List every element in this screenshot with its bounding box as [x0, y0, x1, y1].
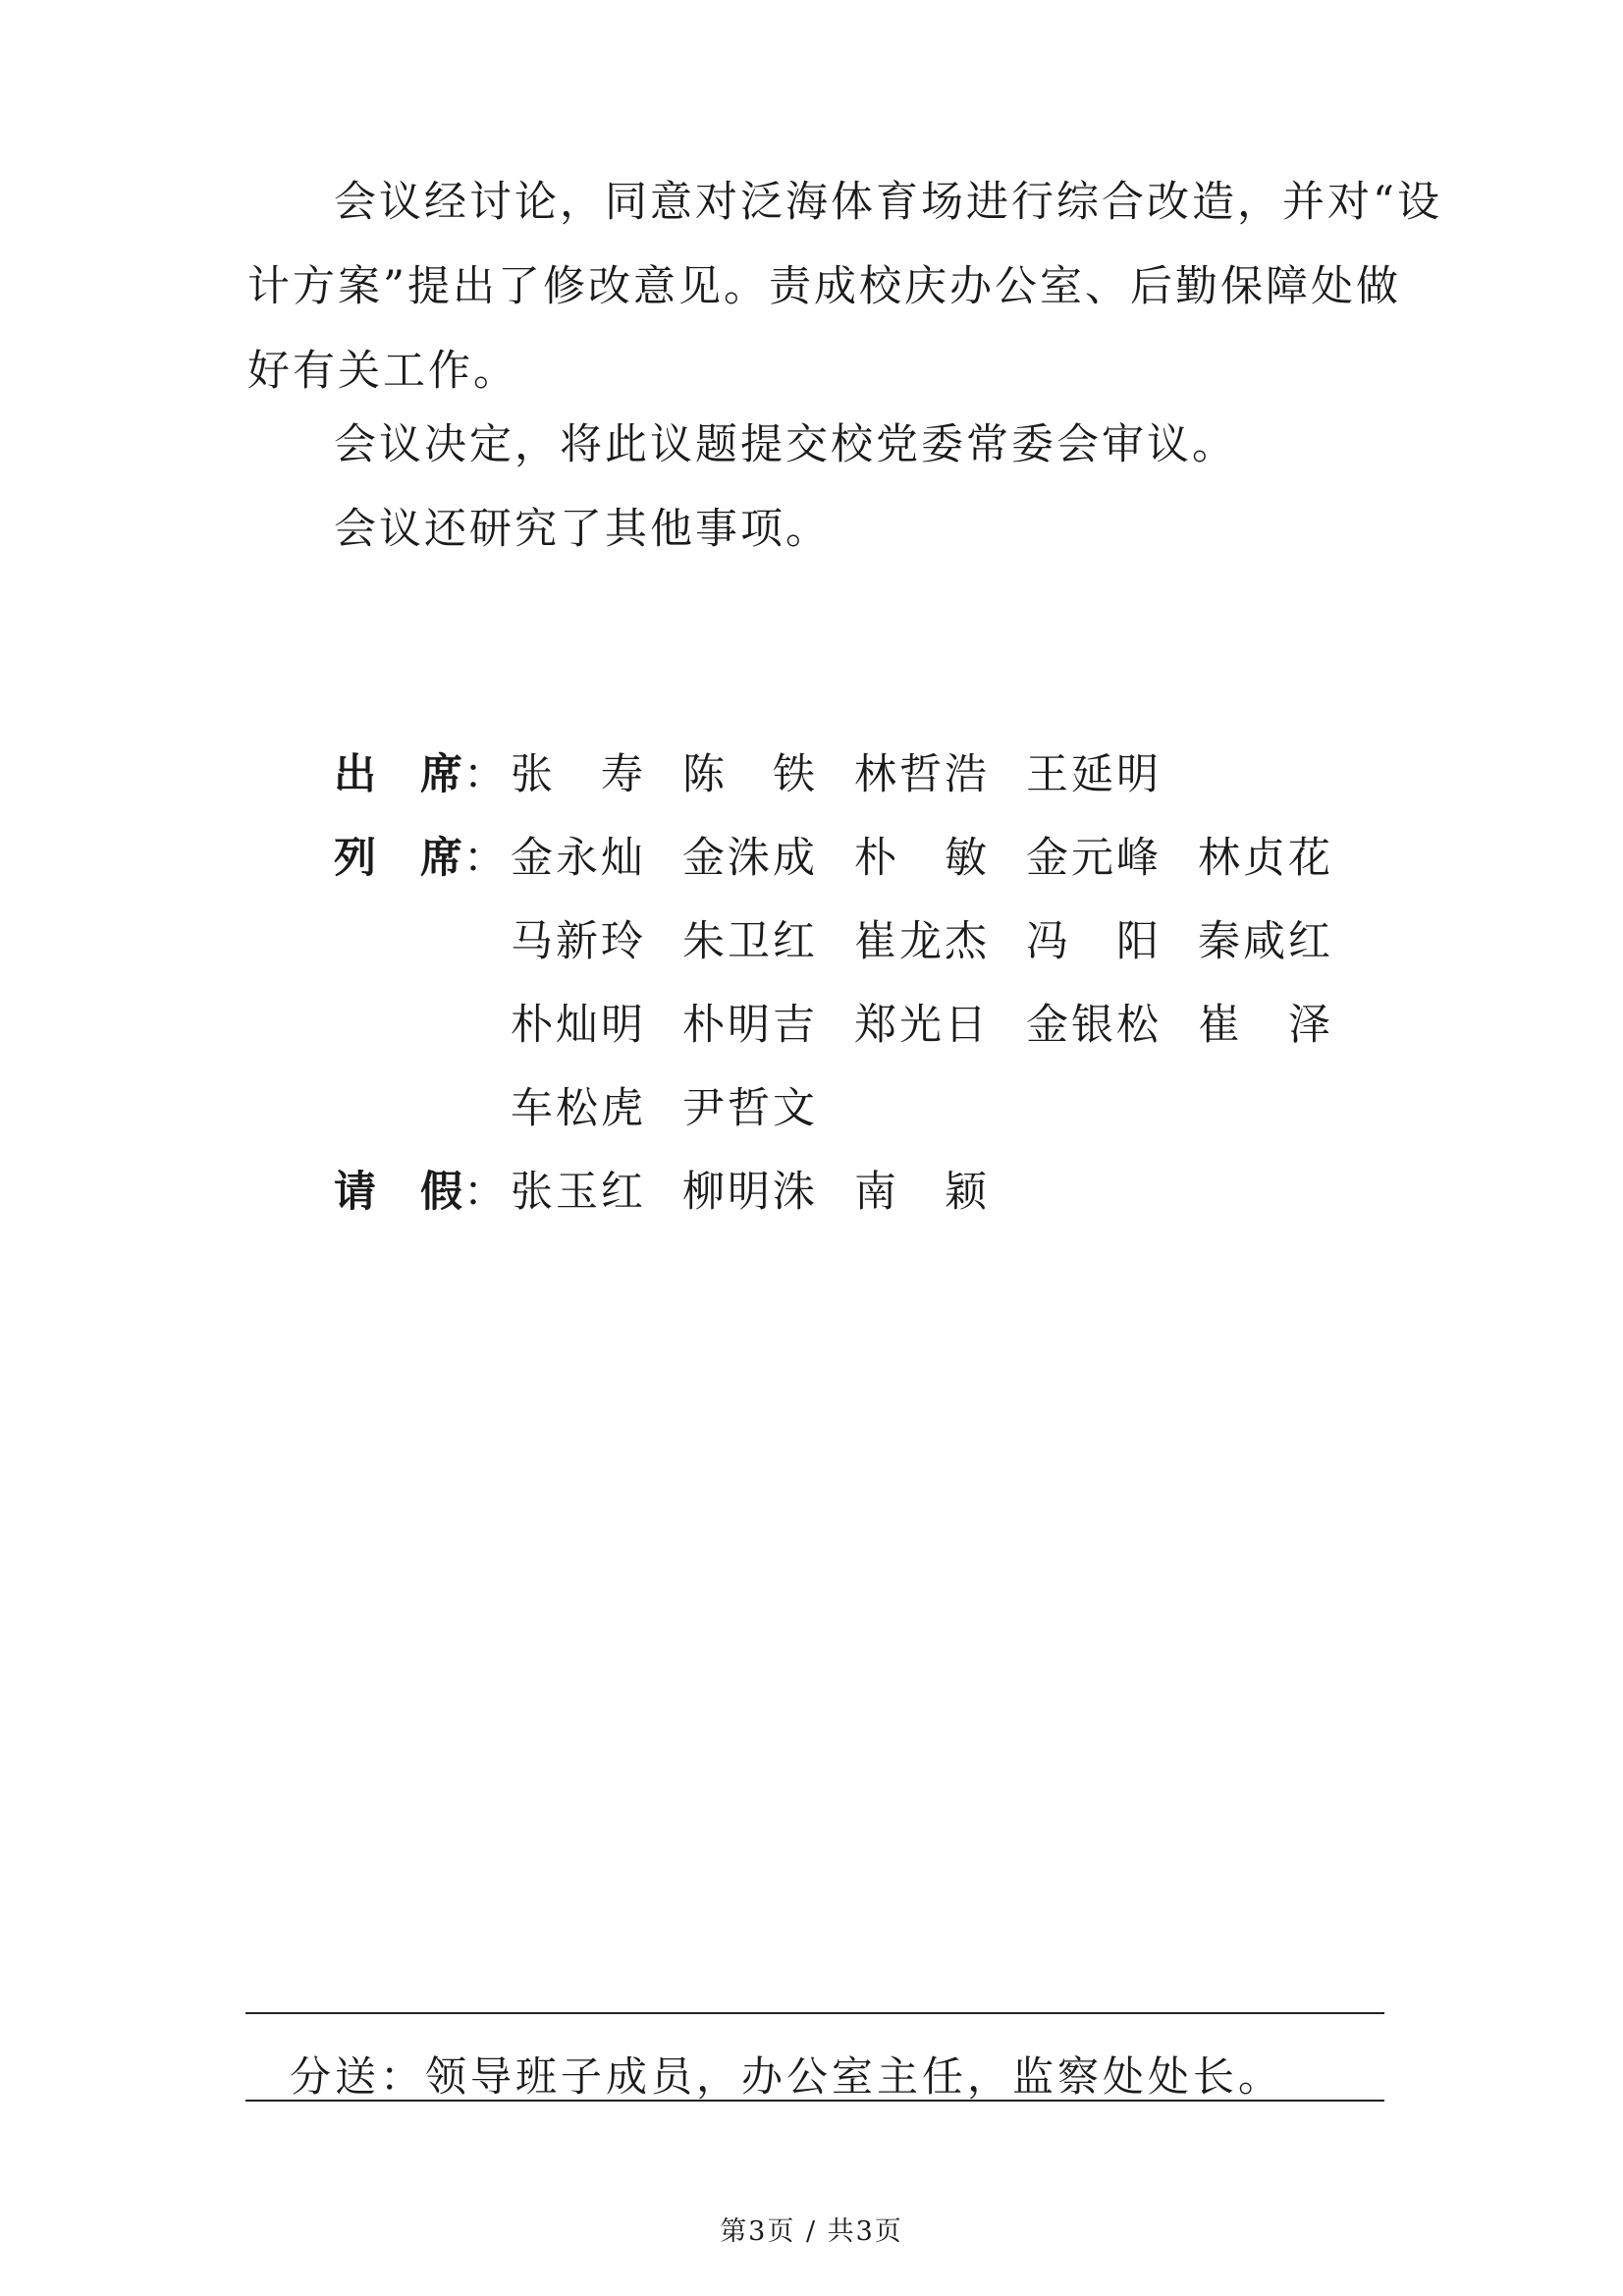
page-number-footer: 第3页 / 共3页	[720, 2216, 903, 2247]
attendee-name: 车松虎	[511, 1084, 646, 1133]
distribution-list: 分送：领导班子成员，办公室主任，监察处处长。	[290, 2052, 1284, 2101]
attendee-name: 冯 阳	[1026, 917, 1162, 966]
attendee-name: 陈 铁	[682, 750, 818, 799]
paragraph-line: 好有关工作。	[247, 347, 518, 396]
divider-top	[245, 2012, 1384, 2014]
attendee-name: 金元峰	[1026, 834, 1162, 883]
attendee-name: 朴明吉	[682, 1001, 818, 1050]
paragraph-discussion	[247, 160, 1442, 413]
paragraph-line: 会议经讨论，同意对泛海体育场进行综合改造，并对“设	[334, 178, 1442, 227]
divider-bottom	[245, 2100, 1384, 2102]
attendee-name: 秦咸红	[1198, 917, 1333, 966]
attendee-name: 张玉红	[511, 1168, 646, 1217]
attendee-name: 朴 敏	[854, 834, 990, 883]
attendee-name: 尹哲文	[682, 1084, 818, 1133]
attendee-name: 金洙成	[682, 834, 818, 883]
document-page: 会议经讨论，同意对泛海体育场进行综合改造，并对“设 计方案”提出了修改意见。责成校庆办公室、后勤保障处做 好有关工作。 会议决定，将此议题提交校党委常委会审议。 会议还研究了其他事项。 出 席 ： 张 寿 陈 铁 林哲浩 王延明 列 席 ： 金永灿 金洙成 朴 敏 金元峰 林贞花 马新玲 朱卫红 崔龙杰 冯 阳 秦咸红 朴灿明 朴明吉 郑光日 金银松 崔 泽 车松虎 尹哲文 请 假 ： 张玉红 柳明洙 南 颖 分送：领导班子成员，办公室主任，监察处处长。 第3页 / 共3页	[0, 0, 1623, 2296]
attendee-name: 金永灿	[511, 834, 646, 883]
attendee-name: 马新玲	[511, 917, 646, 966]
attendee-name: 崔龙杰	[854, 917, 990, 966]
attendee-name: 王延明	[1026, 750, 1162, 799]
paragraph-decision: 会议决定，将此议题提交校党委常委会审议。	[334, 420, 1237, 469]
attendee-name: 崔 泽	[1198, 1001, 1333, 1050]
attendee-name: 张 寿	[511, 750, 646, 799]
attendee-name: 金银松	[1026, 1001, 1162, 1050]
attendee-name: 林哲浩	[854, 750, 990, 799]
attendee-name: 柳明洙	[682, 1168, 818, 1217]
attendee-name: 朴灿明	[511, 1001, 646, 1050]
paragraph-other-matters: 会议还研究了其他事项。	[334, 505, 831, 554]
attendee-name: 郑光日	[854, 1001, 990, 1050]
attendee-name: 林贞花	[1198, 834, 1333, 883]
attendee-name: 南 颖	[854, 1168, 990, 1217]
attendee-name: 朱卫红	[682, 917, 818, 966]
paragraph-line: 计方案”提出了修改意见。责成校庆办公室、后勤保障处做	[247, 262, 1401, 311]
